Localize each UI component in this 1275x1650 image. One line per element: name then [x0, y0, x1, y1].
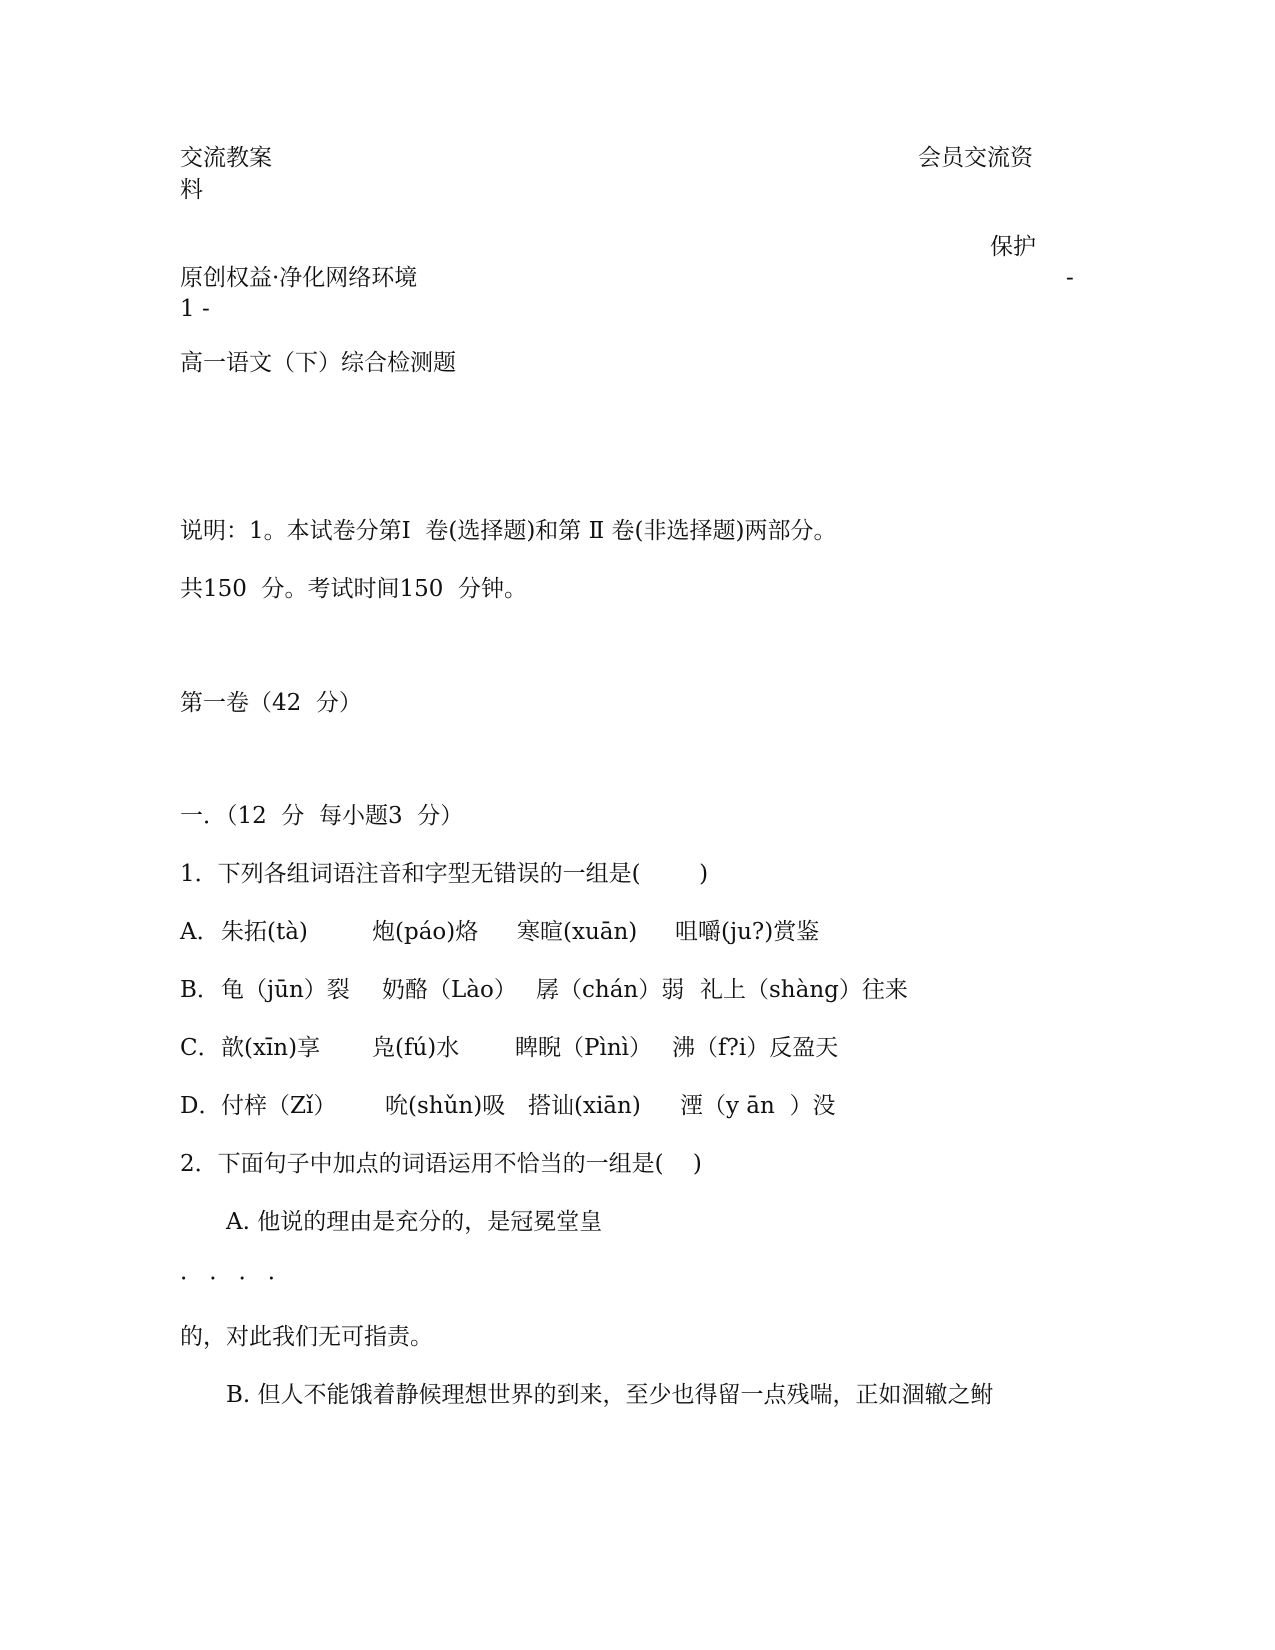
part-one-heading: 第一卷（42 分） — [180, 690, 362, 716]
option-label: C． — [180, 1035, 221, 1061]
question-1-stem: 1．下列各组词语注音和字型无错误的一组是( ) — [180, 861, 709, 887]
question-2-option-a-line-1: A. 他说的理由是充分的，是冠冕堂皇 — [226, 1209, 603, 1235]
header-left-text: 交流教案 — [180, 145, 272, 171]
page-dash: - — [1066, 265, 1074, 291]
option-item: 咀嚼(ju?)赏鉴 — [675, 919, 820, 945]
question-2-option-b-line-1: B. 但人不能饿着静候理想世界的到来，至少也得留一点残喘，正如涸辙之鲋 — [226, 1382, 994, 1408]
section-one-heading: 一．（12 分 每小题3 分） — [180, 803, 464, 829]
page-number: 1 - — [180, 296, 210, 322]
slogan-right-text: 保护 — [990, 234, 1036, 260]
option-item: 歆(xīn)享 — [221, 1035, 321, 1061]
question-2-stem: 2．下面句子中加点的词语运用不恰当的一组是( ) — [180, 1151, 702, 1177]
option-item: 吮(shǔn)吸 — [385, 1093, 506, 1119]
option-label: B． — [180, 977, 220, 1003]
instructions-line-1: 说明：1。本试卷分第I 卷(选择题)和第 Ⅱ 卷(非选择题)两部分。 — [180, 518, 837, 544]
option-item: 付梓（Zǐ） — [221, 1093, 337, 1119]
header-right-text: 会员交流资 — [918, 145, 1033, 171]
option-item: 睥睨（Pìnì） — [515, 1035, 653, 1061]
option-item: 奶酪（Lào） — [382, 977, 517, 1003]
instructions-line-2: 共150 分。考试时间150 分钟。 — [180, 576, 528, 602]
option-label: D． — [180, 1093, 222, 1119]
option-item: 凫(fú)水 — [372, 1035, 460, 1061]
option-item: 沸（f?i）反盈天 — [672, 1035, 839, 1061]
option-item: 孱（chán）弱 — [536, 977, 685, 1003]
option-item: 炮(páo)烙 — [372, 919, 479, 945]
option-item: 龟（jūn）裂 — [221, 977, 350, 1003]
option-item: 搭讪(xiān) — [528, 1093, 641, 1119]
slogan-left-text: 原创权益·净化网络环境 — [180, 265, 418, 291]
emphasis-dots: · · · · — [180, 1266, 276, 1292]
question-2-option-a-line-2: 的，对此我们无可指责。 — [180, 1324, 433, 1350]
header-wrap-text: 料 — [180, 177, 203, 203]
option-item: 朱拓(tà) — [221, 919, 308, 945]
option-item: 湮（y ān ）没 — [680, 1093, 836, 1119]
option-label: A． — [180, 919, 220, 945]
document-title: 高一语文（下）综合检测题 — [180, 350, 456, 376]
option-item: 寒暄(xuān) — [517, 919, 638, 945]
option-item: 礼上（shàng）往来 — [700, 977, 908, 1003]
